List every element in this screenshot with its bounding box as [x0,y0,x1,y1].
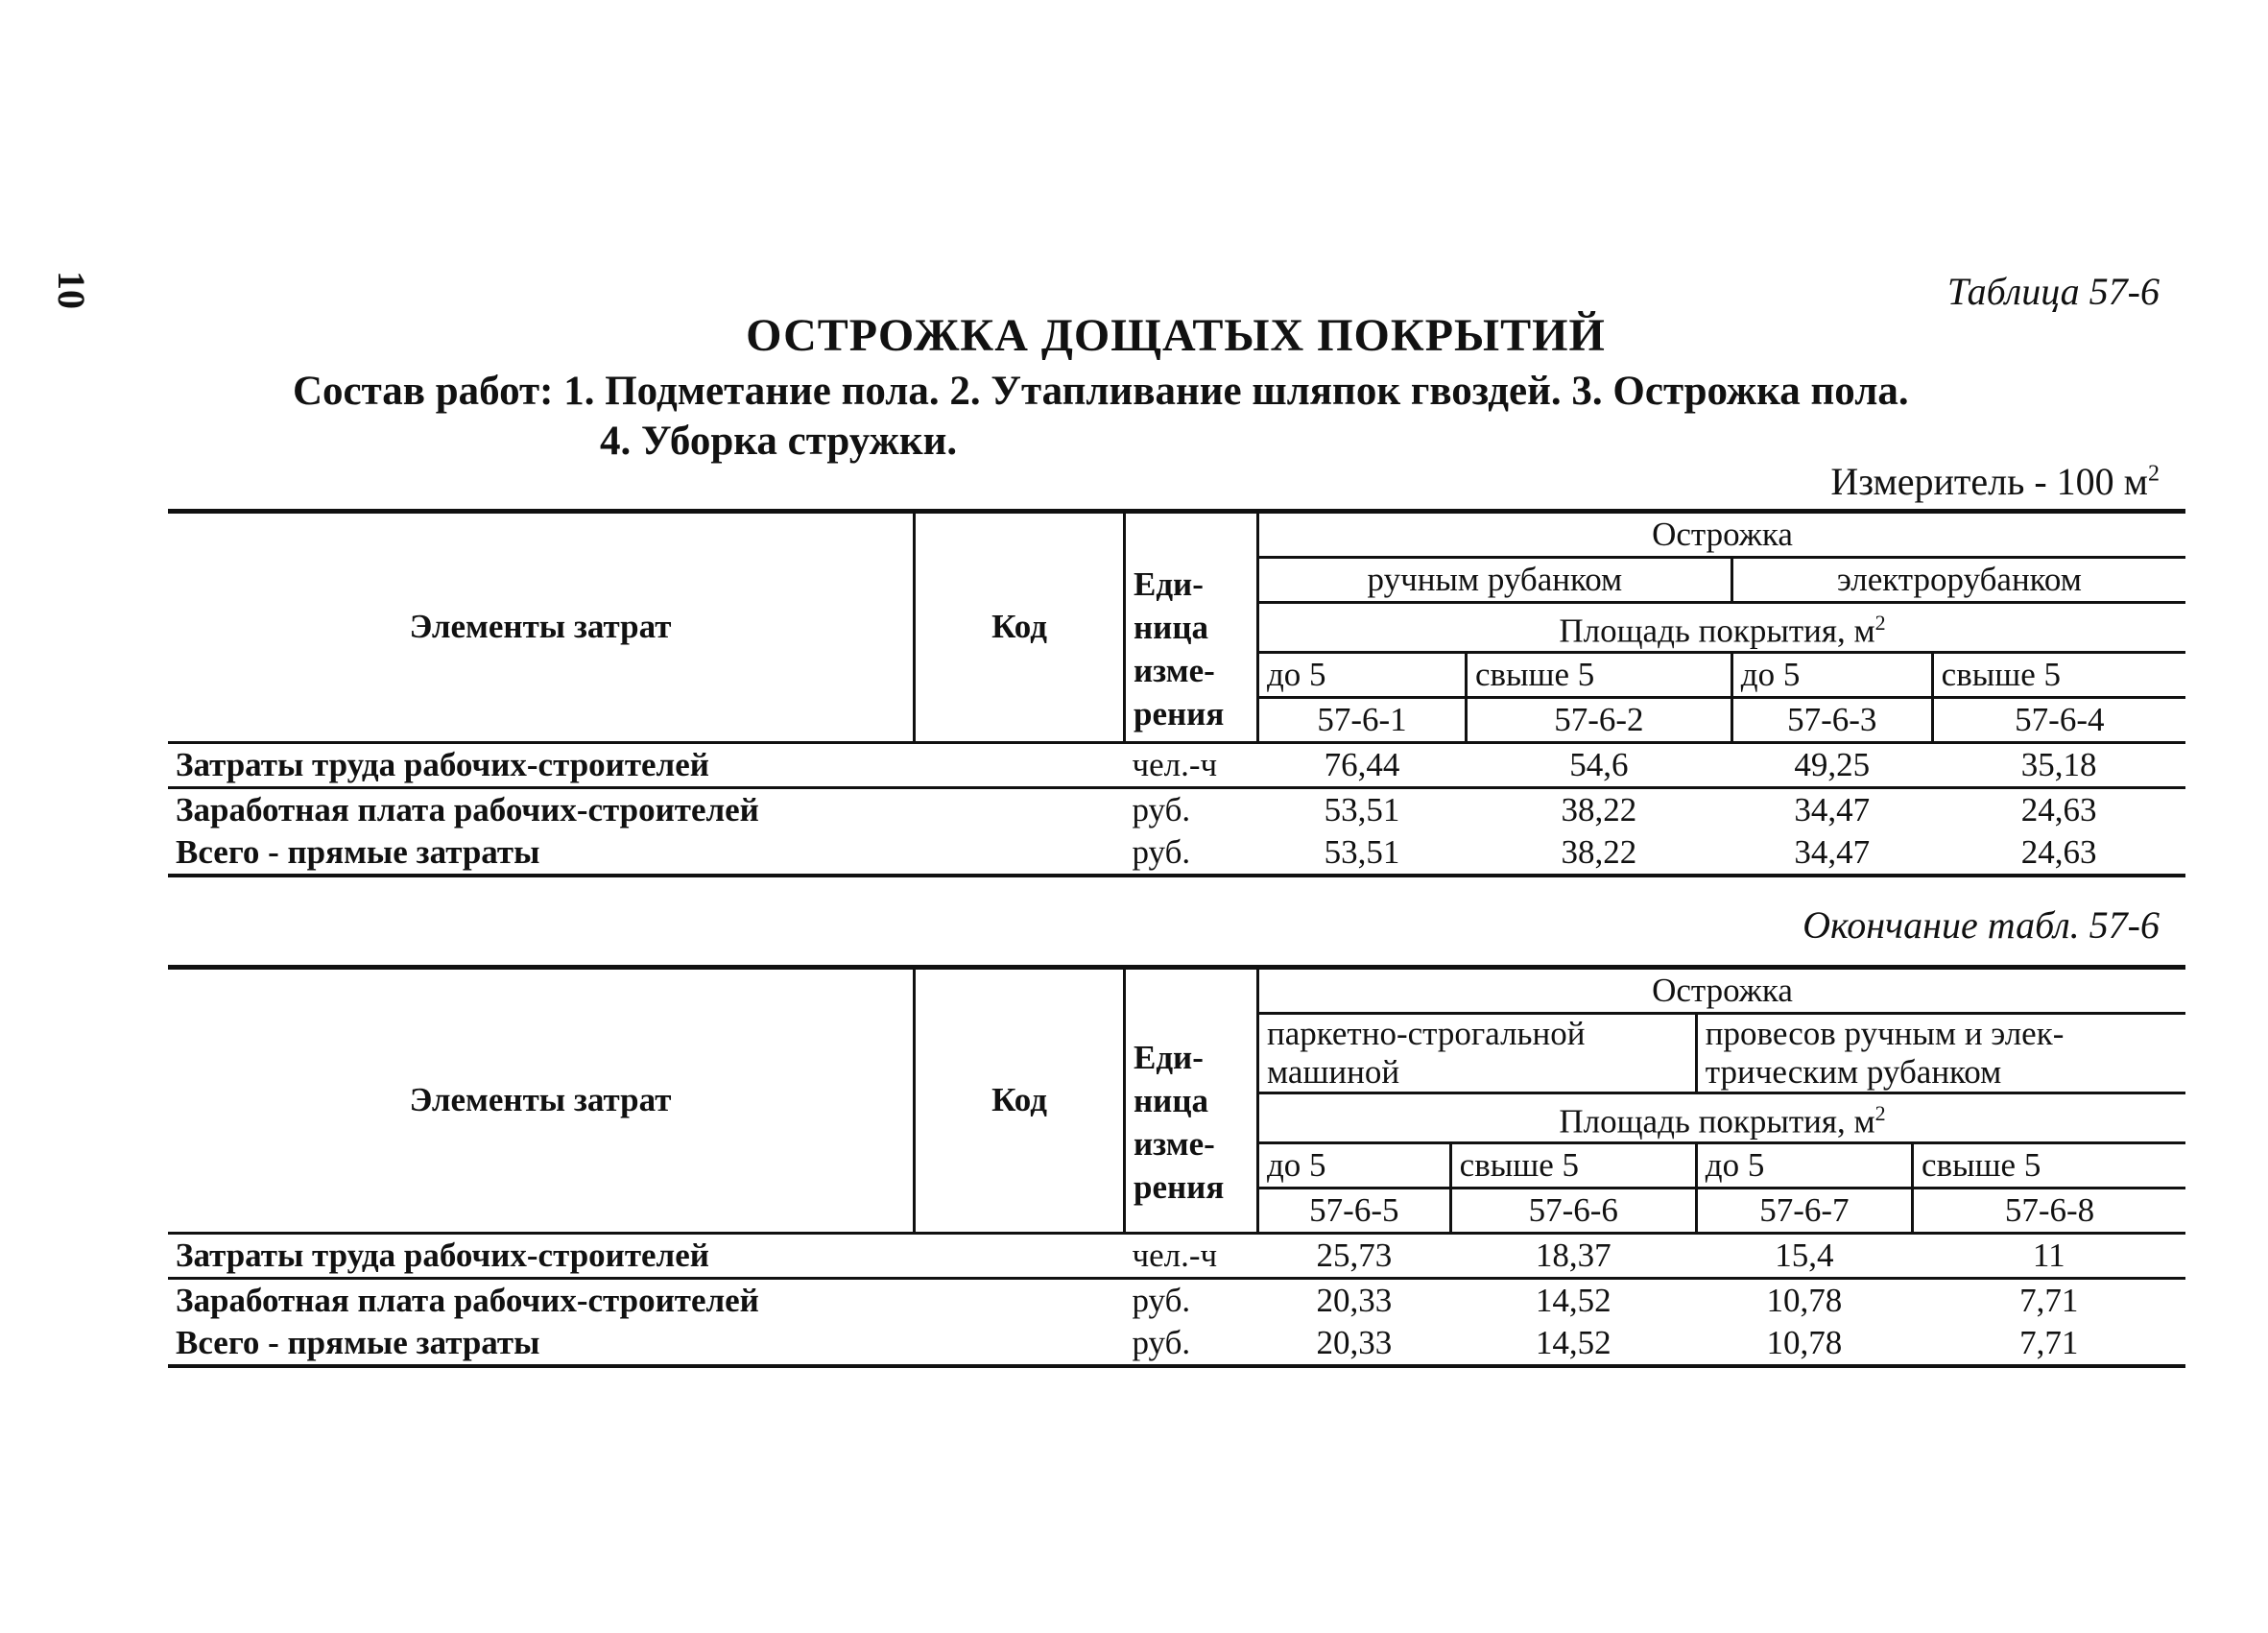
value-cell: 15,4 [1696,1233,1912,1278]
size-2: свыше 5 [1466,652,1731,697]
row-unit: руб. [1125,831,1258,876]
measure-unit [1830,459,2160,504]
method-2-line-2: трическим рубанком [1705,1053,2002,1091]
code-7: 57-6-7 [1696,1188,1912,1233]
unit-line-3: изме- [1134,651,1215,689]
row-unit: руб. [1132,1281,1191,1319]
row-unit: чел.-ч [1125,1233,1258,1278]
value-cell: 38,22 [1466,831,1731,876]
code-1: 57-6-1 [1258,697,1467,742]
work-composition [293,367,1909,467]
method-2-line-1: провесов ручным и элек- [1705,1015,2065,1052]
value-cell: 53,51 [1258,831,1467,876]
value-cell: 18,37 [1450,1233,1696,1278]
cost-table-1 [168,509,2185,877]
row-label: Всего - прямые затраты [168,1322,1125,1366]
composition-line-1: Состав работ: 1. Подметание пола. 2. Утапливание шляпок гвоздей. 3. Острожка пола. [293,369,1909,414]
header-method-2: электрорубанком [1731,558,2185,603]
page-title: ОСТРОЖКА ДОЩАТЫХ ПОКРЫТИЙ [746,310,1606,361]
value-cell: 24,63 [2020,790,2097,829]
value-cell: 53,51 [1324,790,1400,829]
table-label: Таблица 57-6 [1946,270,2160,313]
header-group: Острожка [1258,968,2186,1014]
code-4: 57-6-4 [1932,697,2185,742]
value-cell: 14,52 [1450,1322,1696,1366]
table-row [168,1322,2185,1366]
table-row [168,787,2185,831]
header-unit [1125,512,1258,743]
size-1: до 5 [1258,1142,1451,1188]
value-cell: 20,33 [1258,1322,1451,1366]
page-number: 10 [50,271,93,309]
header-elements: Элементы затрат [168,512,915,743]
header-area [1258,1093,2186,1143]
composition-line-2: 4. Уборка стружки. [600,419,958,464]
row-unit: чел.-ч [1125,742,1258,787]
table-row [168,1278,2185,1322]
size-3: до 5 [1731,652,1932,697]
unit-line-4: рения [1134,1167,1225,1206]
unit-line-1: Еди- [1134,564,1204,603]
header-elements: Элементы затрат [168,968,915,1234]
value-cell: 11 [1913,1233,2185,1278]
unit-line-1: Еди- [1134,1038,1204,1076]
code-2: 57-6-2 [1466,697,1731,742]
size-1: до 5 [1258,652,1467,697]
value-cell: 24,63 [1932,831,2185,876]
row-unit: руб. [1125,1322,1258,1366]
unit-line-4: рения [1134,694,1225,732]
code-5: 57-6-5 [1258,1188,1451,1233]
row-label: Заработная плата рабочих-строителей [176,790,759,829]
measure-sup: 2 [2148,461,2160,487]
table-row [168,831,2185,876]
continuation-label: Окончание табл. 57-6 [1802,903,2160,947]
header-unit [1125,968,1258,1234]
size-4: свыше 5 [1913,1142,2185,1188]
value-cell: 14,52 [1535,1281,1611,1319]
row-label: Затраты труда рабочих-строителей [168,1233,1125,1278]
row-label: Затраты труда рабочих-строителей [168,742,1125,787]
code-8: 57-6-8 [1913,1188,2185,1233]
header-code: Код [915,968,1125,1234]
value-cell: 20,33 [1316,1281,1393,1319]
header-group: Острожка [1258,512,2186,558]
code-6: 57-6-6 [1450,1188,1696,1233]
value-cell: 35,18 [1932,742,2185,787]
value-cell: 7,71 [1913,1322,2185,1366]
unit-line-3: изме- [1134,1124,1215,1163]
header-code: Код [915,512,1125,743]
size-3: до 5 [1696,1142,1912,1188]
cost-table-2 [168,965,2185,1368]
value-cell: 7,71 [2019,1281,2079,1319]
value-cell: 34,47 [1731,831,1932,876]
header-method-2 [1696,1014,2185,1093]
value-cell: 10,78 [1696,1322,1912,1366]
area-sup: 2 [1874,1101,1886,1125]
code-3: 57-6-3 [1731,697,1932,742]
value-cell: 49,25 [1731,742,1932,787]
size-4: свыше 5 [1932,652,2185,697]
area-sup: 2 [1874,611,1886,635]
area-text: Площадь покрытия, м [1559,1102,1875,1141]
row-label: Заработная плата рабочих-строителей [176,1281,759,1319]
size-2: свыше 5 [1450,1142,1696,1188]
measure-text: Измеритель - 100 м [1830,460,2148,503]
area-text: Площадь покрытия, м [1559,612,1875,650]
value-cell: 25,73 [1258,1233,1451,1278]
table-row [168,742,2185,787]
table-row [168,1233,2185,1278]
header-method-1 [1258,1014,1697,1093]
row-unit: руб. [1132,790,1191,829]
value-cell: 54,6 [1466,742,1731,787]
value-cell: 38,22 [1561,790,1637,829]
unit-line-2: ница [1134,608,1208,646]
method-1-line-2: машиной [1267,1053,1400,1091]
unit-line-2: ница [1134,1081,1208,1119]
header-method-1: ручным рубанком [1258,558,1732,603]
value-cell: 10,78 [1766,1281,1843,1319]
value-cell: 34,47 [1794,790,1871,829]
method-1-line-1: паркетно-строгальной [1267,1015,1586,1052]
row-label: Всего - прямые затраты [168,831,1125,876]
value-cell: 76,44 [1258,742,1467,787]
header-area [1258,603,2186,653]
